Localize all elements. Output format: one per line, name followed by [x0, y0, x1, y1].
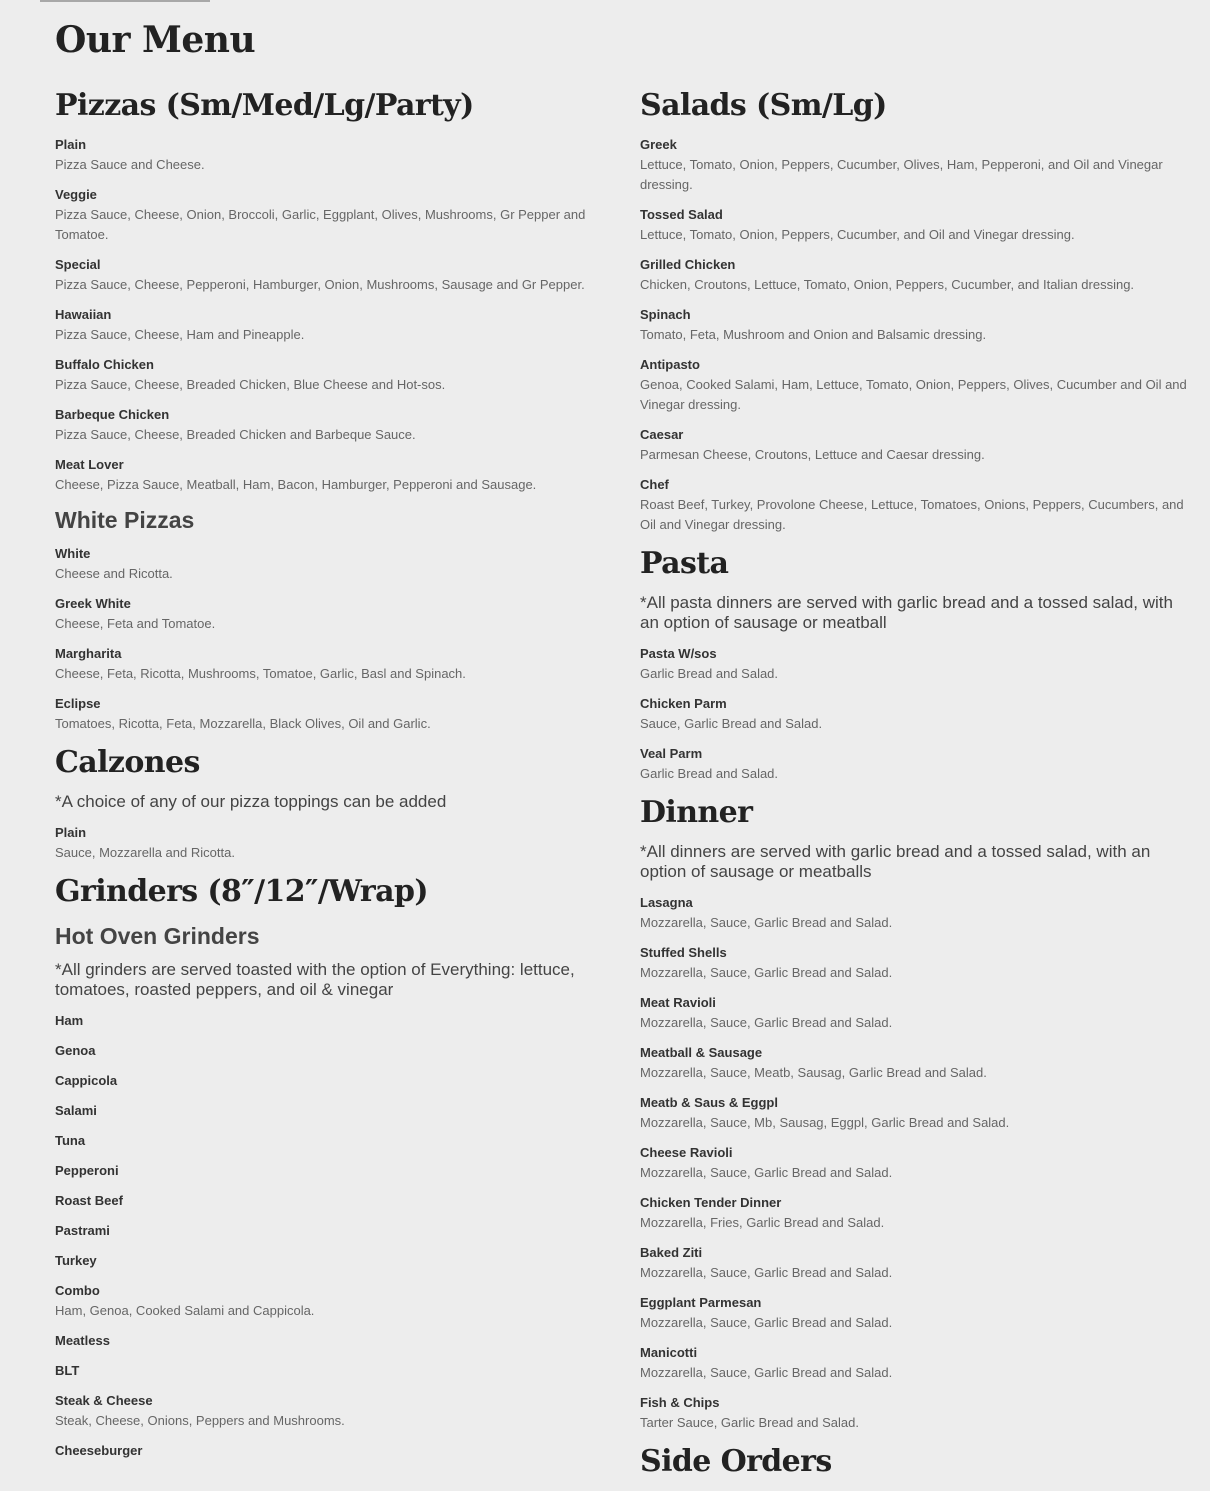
section-title: Dinner — [640, 795, 753, 830]
menu-item-description: Sauce, Mozzarella and Ricotta. — [55, 845, 235, 860]
menu-item — [640, 943, 1190, 983]
menu-item-name: Pastrami — [55, 1223, 110, 1238]
section-title: Side Orders — [640, 1444, 832, 1479]
menu-item-name: Stuffed Shells — [640, 945, 727, 960]
menu-column-left — [55, 87, 615, 1471]
item-list — [55, 823, 615, 863]
menu-item-name: Eggplant Parmesan — [640, 1295, 762, 1310]
menu-item — [55, 135, 615, 175]
section-title: Pizzas (Sm/Med/Lg/Party) — [55, 88, 474, 123]
section-note: *All pasta dinners are served with garlic bread and a tossed salad, with an option of sausage or meatball — [640, 593, 1173, 632]
menu-item — [55, 1011, 615, 1031]
menu-column-right — [640, 87, 1190, 1491]
menu-item — [640, 135, 1190, 195]
menu-item — [640, 305, 1190, 345]
menu-item-name: Manicotti — [640, 1345, 698, 1360]
menu-item — [55, 644, 615, 684]
menu-item-description: Mozzarella, Sauce, Garlic Bread and Salad. — [640, 1015, 893, 1030]
section-title: Salads (Sm/Lg) — [640, 88, 887, 123]
section-side-orders — [640, 1443, 1190, 1481]
menu-item-name: Eclipse — [55, 696, 101, 711]
menu-item — [640, 1243, 1190, 1283]
item-list — [640, 135, 1190, 535]
menu-item — [55, 255, 615, 295]
section-note: *A choice of any of our pizza toppings can be added — [55, 792, 447, 811]
menu-item-name: Meatball & Sausage — [640, 1045, 763, 1060]
menu-item-description: Pizza Sauce, Cheese, Ham and Pineapple. — [55, 327, 305, 342]
menu-item-name: BLT — [55, 1363, 80, 1378]
menu-item-name: Caesar — [640, 427, 684, 442]
item-list — [640, 893, 1190, 1433]
menu-item-description: Genoa, Cooked Salami, Ham, Lettuce, Tomato, Onion, Peppers, Olives, Cucumber and Oil and Vinegar dressing. — [640, 377, 1187, 412]
menu-item — [640, 644, 1190, 684]
menu-item-description: Pizza Sauce, Cheese, Onion, Broccoli, Garlic, Eggplant, Olives, Mushrooms, Gr Pepper and Tomatoe. — [55, 207, 586, 242]
menu-item — [640, 993, 1190, 1033]
section-subtitle: White Pizzas — [55, 507, 195, 533]
menu-item-name: Turkey — [55, 1253, 97, 1268]
menu-item — [55, 1281, 615, 1321]
menu-item-name: Special — [55, 257, 101, 272]
menu-item-description: Garlic Bread and Salad. — [640, 666, 779, 681]
menu-item-name: Tossed Salad — [640, 207, 723, 222]
menu-item-description: Roast Beef, Turkey, Provolone Cheese, Lettuce, Tomatoes, Onions, Peppers, Cucumbers, and Oil and Vinegar dressing. — [640, 497, 1184, 532]
menu-item-description: Chicken, Croutons, Lettuce, Tomato, Onion, Peppers, Cucumber, and Italian dressing. — [640, 277, 1135, 292]
menu-item-description: Mozzarella, Fries, Garlic Bread and Salad. — [640, 1215, 885, 1230]
menu-item-description: Pizza Sauce, Cheese, Pepperoni, Hamburger, Onion, Mushrooms, Sausage and Gr Pepper. — [55, 277, 585, 292]
menu-item-description: Mozzarella, Sauce, Garlic Bread and Salad. — [640, 915, 893, 930]
menu-item-name: Fish & Chips — [640, 1395, 720, 1410]
menu-item — [55, 823, 615, 863]
menu-item-name: Hawaiian — [55, 307, 112, 322]
menu-item — [640, 694, 1190, 734]
menu-item-name: Greek White — [55, 596, 131, 611]
menu-item-name: Cappicola — [55, 1073, 118, 1088]
section-pasta — [640, 545, 1190, 784]
menu-item-name: Plain — [55, 825, 87, 840]
section-subtitle: Hot Oven Grinders — [55, 923, 260, 949]
section-note: *All grinders are served toasted with the option of Everything: lettuce, tomatoes, roasted peppers, and oil & vinegar — [55, 960, 575, 999]
menu-item — [640, 893, 1190, 933]
menu-item-description: Tarter Sauce, Garlic Bread and Salad. — [640, 1415, 859, 1430]
section-dinner — [640, 794, 1190, 1433]
menu-item — [55, 594, 615, 634]
section-grinders — [55, 873, 615, 1461]
item-list — [55, 544, 615, 734]
menu-item-name: Baked Ziti — [640, 1245, 703, 1260]
menu-item-description: Mozzarella, Sauce, Mb, Sausag, Eggpl, Garlic Bread and Salad. — [640, 1115, 1010, 1130]
section-title: Calzones — [55, 745, 200, 780]
menu-item-name: Meat Lover — [55, 457, 124, 472]
section-title: Pasta — [640, 546, 729, 581]
menu-item-description: Mozzarella, Sauce, Garlic Bread and Salad. — [640, 1315, 893, 1330]
menu-item — [640, 1093, 1190, 1133]
menu-item-description: Cheese, Feta and Tomatoe. — [55, 616, 216, 631]
menu-item-description: Cheese, Feta, Ricotta, Mushrooms, Tomatoe, Garlic, Basl and Spinach. — [55, 666, 466, 681]
menu-item-description: Cheese and Ricotta. — [55, 566, 173, 581]
menu-item-name: Lasagna — [640, 895, 693, 910]
section-note: *All dinners are served with garlic bread and a tossed salad, with an option of sausage or meatballs — [640, 842, 1151, 881]
menu-item-name: Steak & Cheese — [55, 1393, 153, 1408]
menu-item-description: Pizza Sauce, Cheese, Breaded Chicken and Barbeque Sauce. — [55, 427, 416, 442]
menu-item — [640, 475, 1190, 535]
menu-item — [640, 255, 1190, 295]
menu-item — [55, 405, 615, 445]
menu-item-description: Mozzarella, Sauce, Garlic Bread and Salad. — [640, 965, 893, 980]
menu-item — [55, 185, 615, 245]
menu-item — [640, 1193, 1190, 1233]
menu-item-description: Tomatoes, Ricotta, Feta, Mozzarella, Black Olives, Oil and Garlic. — [55, 716, 431, 731]
menu-item — [55, 355, 615, 395]
menu-item-description: Mozzarella, Sauce, Garlic Bread and Salad. — [640, 1365, 893, 1380]
menu-item — [640, 1143, 1190, 1183]
menu-item — [55, 1161, 615, 1181]
menu-item-description: Pizza Sauce, Cheese, Breaded Chicken, Blue Cheese and Hot-sos. — [55, 377, 446, 392]
menu-item — [55, 694, 615, 734]
menu-item-name: Pepperoni — [55, 1163, 119, 1178]
menu-item-name: Cheese Ravioli — [640, 1145, 733, 1160]
item-list — [55, 1011, 615, 1461]
menu-item-description: Mozzarella, Sauce, Garlic Bread and Salad. — [640, 1165, 893, 1180]
menu-item — [55, 1331, 615, 1351]
menu-item — [55, 1251, 615, 1271]
menu-item-name: Cheeseburger — [55, 1443, 143, 1458]
menu-item — [55, 1131, 615, 1151]
menu-item — [55, 544, 615, 584]
menu-item — [55, 1041, 615, 1061]
menu-item-name: Combo — [55, 1283, 100, 1298]
section-pizzas — [55, 87, 615, 495]
menu-item-name: Meatless — [55, 1333, 110, 1348]
menu-item-name: Roast Beef — [55, 1193, 123, 1208]
top-tab-indicator — [40, 0, 210, 2]
menu-item — [640, 425, 1190, 465]
menu-item-name: Barbeque Chicken — [55, 407, 170, 422]
menu-item-description: Pizza Sauce and Cheese. — [55, 157, 205, 172]
menu-item — [640, 205, 1190, 245]
item-list — [640, 644, 1190, 784]
menu-item-name: White — [55, 546, 91, 561]
menu-item-name: Plain — [55, 137, 87, 152]
menu-item — [55, 455, 615, 495]
menu-item-name: Chef — [640, 477, 669, 492]
section-salads — [640, 87, 1190, 535]
menu-item — [55, 1191, 615, 1211]
menu-item-name: Veal Parm — [640, 746, 703, 761]
menu-item — [55, 1361, 615, 1381]
menu-item — [640, 1293, 1190, 1333]
section-calzones — [55, 744, 615, 863]
menu-item — [55, 1101, 615, 1121]
menu-item-description: Parmesan Cheese, Croutons, Lettuce and Caesar dressing. — [640, 447, 985, 462]
menu-item-name: Meat Ravioli — [640, 995, 716, 1010]
menu-item-name: Veggie — [55, 187, 97, 202]
menu-item — [640, 1343, 1190, 1383]
menu-item-name: Greek — [640, 137, 677, 152]
page-title: Our Menu — [55, 19, 256, 61]
menu-item — [640, 1043, 1190, 1083]
menu-item-name: Chicken Tender Dinner — [640, 1195, 782, 1210]
menu-item — [55, 1391, 615, 1431]
menu-item-name: Tuna — [55, 1133, 86, 1148]
menu-item-name: Ham — [55, 1013, 84, 1028]
menu-item — [640, 355, 1190, 415]
menu-item-name: Pasta W/sos — [640, 646, 717, 661]
menu-item-name: Chicken Parm — [640, 696, 727, 711]
menu-item-name: Genoa — [55, 1043, 96, 1058]
menu-item-name: Meatb & Saus & Eggpl — [640, 1095, 778, 1110]
section-white-pizzas — [55, 505, 615, 734]
menu-item-description: Tomato, Feta, Mushroom and Onion and Balsamic dressing. — [640, 327, 987, 342]
menu-item-description: Ham, Genoa, Cooked Salami and Cappicola. — [55, 1303, 315, 1318]
menu-item-description: Sauce, Garlic Bread and Salad. — [640, 716, 823, 731]
menu-item-name: Spinach — [640, 307, 691, 322]
menu-item — [55, 305, 615, 345]
item-list — [55, 135, 615, 495]
menu-item — [55, 1441, 615, 1461]
menu-item — [640, 1393, 1190, 1433]
menu-item-description: Steak, Cheese, Onions, Peppers and Mushrooms. — [55, 1413, 345, 1428]
menu-item-description: Mozzarella, Sauce, Garlic Bread and Salad. — [640, 1265, 893, 1280]
menu-item-description: Lettuce, Tomato, Onion, Peppers, Cucumber, Olives, Ham, Pepperoni, and Oil and Vinegar dressing. — [640, 157, 1163, 192]
menu-item-description: Cheese, Pizza Sauce, Meatball, Ham, Bacon, Hamburger, Pepperoni and Sausage. — [55, 477, 537, 492]
menu-item-name: Salami — [55, 1103, 97, 1118]
menu-item-description: Mozzarella, Sauce, Meatb, Sausag, Garlic Bread and Salad. — [640, 1065, 987, 1080]
section-title: Grinders (8″/12″/Wrap) — [55, 874, 428, 909]
menu-item — [55, 1221, 615, 1241]
menu-item-description: Garlic Bread and Salad. — [640, 766, 779, 781]
menu-item-name: Grilled Chicken — [640, 257, 736, 272]
menu-item-name: Margharita — [55, 646, 122, 661]
menu-item-name: Buffalo Chicken — [55, 357, 154, 372]
menu-item-name: Antipasto — [640, 357, 700, 372]
menu-item — [640, 744, 1190, 784]
menu-item — [55, 1071, 615, 1091]
menu-item-description: Lettuce, Tomato, Onion, Peppers, Cucumber, and Oil and Vinegar dressing. — [640, 227, 1075, 242]
